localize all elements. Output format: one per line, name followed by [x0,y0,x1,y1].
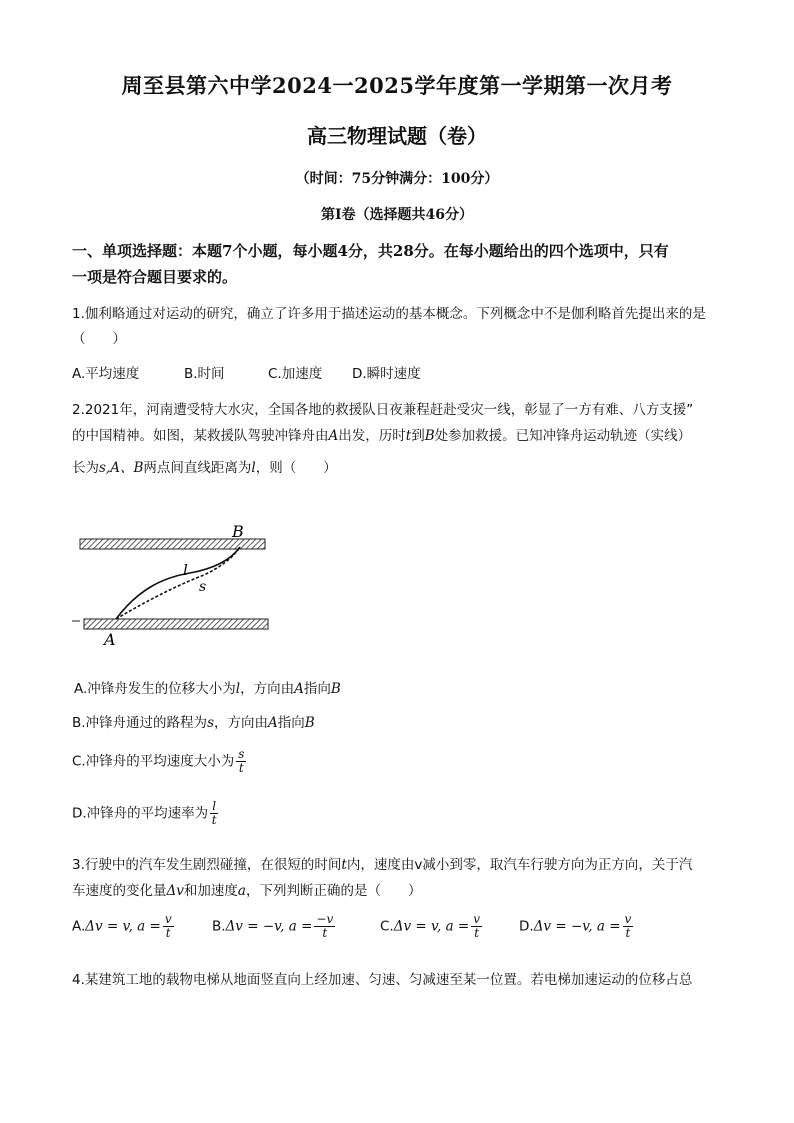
q2-text-2a: 的中国精神。如图，某救援队驾驶冲锋舟由 [72,428,329,444]
q2-sym-B: B [424,428,435,444]
frac-num: −v [316,912,334,926]
frac-num: v [624,912,632,926]
q2-river-figure [70,515,275,650]
q3-option-d [519,913,635,940]
frac-num: v [164,912,172,926]
q3-option-b-expr: Δv = −v, a = [225,918,313,935]
frac-den: t [238,761,244,775]
figure-label-a: A [104,630,116,649]
section1-line2: 一项是符合题目要求的。 [72,268,238,286]
q2-option-d-text: D.冲锋舟的平均速率为 [72,805,209,822]
frac-num: l [212,799,217,813]
frac-den: t [625,926,631,940]
section1-line1: 一、单项选择题：本题7个小题，每小题4分，共28分。在每小题给出的四个选项中，只有 [72,242,669,260]
q2-option-b-text2: ，方向由 [214,715,268,731]
q2-option-a-sym-l: l [235,681,241,697]
q3-sym-t: t [341,857,347,873]
q2-stem-line1: 2.2021年，河南遭受特大水灾，全国各地的救援队日夜兼程赶赴受灾一线，彰显了一方有难、八方支援” [72,402,694,418]
frac-num: s [238,747,245,761]
q2-option-a-text3: 指向 [303,681,331,697]
figure-label-s: s [199,579,207,595]
q2-option-a-sym-a: A [294,681,304,697]
q3-text-1b: 内，速度由v减小到零，取汽车行驶方向为正方向，关于汽 [346,857,693,873]
figure-label-l: l [183,561,188,579]
q4-stem-line1: 4.某建筑工地的载物电梯从地面竖直向上经加速、匀速、匀减速至某一位置。若电梯加速运动的位移占总 [72,972,693,988]
q2-option-d-fraction [210,800,218,827]
q3-text-2a: 车速度的变化量 [72,883,167,899]
q2-stem-line3 [72,456,337,476]
q3-option-a-fraction [163,913,174,940]
frac-den: t [211,813,217,827]
q3-text-1a: 3.行驶中的汽车发生剧烈碰撞，在很短的时间 [72,857,342,873]
q1-stem-line1: 1.伽利略通过对运动的研究，确立了许多用于描述运动的基本概念。下列概念中不是伽利略首先提出来的是 [72,306,706,322]
q3-option-a-label: A. [72,918,86,935]
frac-den: t [474,926,480,940]
q2-option-b [72,711,315,731]
q3-text-2b: 和加速度 [183,883,238,899]
q3-option-d-fraction [623,913,634,940]
q2-option-b-text1: B.冲锋舟通过的路程为 [72,715,208,731]
q2-option-a [74,677,341,697]
q2-option-b-text3: 指向 [277,715,305,731]
q2-option-c-text: C.冲锋舟的平均速度大小为 [72,753,235,770]
q2-stem-line2 [72,424,691,444]
q3-option-c-fraction [471,913,482,940]
lower-bank [84,619,268,629]
q2-text-2d: 处参加救援。已知冲锋舟运动轨迹（实线） [434,428,692,444]
figure-label-b: B [232,522,244,541]
q3-option-b-label: B. [212,918,226,935]
q1-option-b: B.时间 [184,366,225,382]
exam-subtitle: 高三物理试题（卷） [307,124,487,148]
exam-time-info: （时间：75分钟满分：100分） [295,171,499,187]
frac-num: v [473,912,481,926]
q2-text-3b: 两点间直线距离为 [143,460,252,476]
q2-text-2c: 到 [411,428,425,444]
q2-option-b-sym-s: s [207,715,214,731]
q2-sym-l: l [251,460,256,476]
q3-stem-line2 [72,879,421,899]
q3-option-b [212,913,337,940]
q2-option-c-fraction [236,748,246,775]
q2-text-2b: 出发，历时 [338,428,406,444]
frac-den: t [165,926,171,940]
q2-option-a-text1: A.冲锋舟发生的位移大小为 [74,681,236,697]
q2-option-c [72,748,248,775]
exam-part-heading: 第Ⅰ卷（选择题共46分） [320,207,474,223]
exam-title: 周至县第六中学2024一2025学年度第一学期第一次月考 [121,73,673,98]
q3-text-2c: ，下列判断正确的是（ ） [245,883,422,899]
q3-sym-a: a [237,883,246,899]
q3-option-c-expr: Δv = v, a = [393,918,470,935]
q3-sym-dv: Δv [166,883,184,899]
q2-option-d [72,800,220,827]
q3-option-d-expr: Δv = −v, a = [533,918,621,935]
q2-sym-t: t [405,428,412,444]
q2-text-3a: 长为 [72,460,99,476]
q3-option-b-fraction [314,913,335,940]
q2-option-b-sym-b: B [304,715,315,731]
q2-option-a-sym-b: B [330,681,341,697]
q3-option-a-expr: Δv = v, a = [85,918,161,935]
q3-stem-line1 [72,853,692,873]
q3-option-c [380,913,484,940]
q2-text-3c: ，则（ ） [255,460,337,476]
displacement-dashed [116,547,240,619]
q1-option-d: D.瞬时速度 [352,366,421,382]
frac-den: t [322,926,328,940]
q3-option-a [72,913,176,940]
q2-option-a-text2: ，方向由 [240,681,295,697]
q2-sym-A: A [328,428,339,444]
q2-sym-sAB: s,A、B [99,460,144,476]
q1-stem-line2: （ ） [72,331,126,347]
q3-option-d-label: D. [519,918,534,935]
q3-option-c-label: C. [380,918,394,935]
q2-option-b-sym-a: A [268,715,278,731]
q1-option-c: C.加速度 [268,366,323,382]
q1-option-a: A.平均速度 [72,366,140,382]
